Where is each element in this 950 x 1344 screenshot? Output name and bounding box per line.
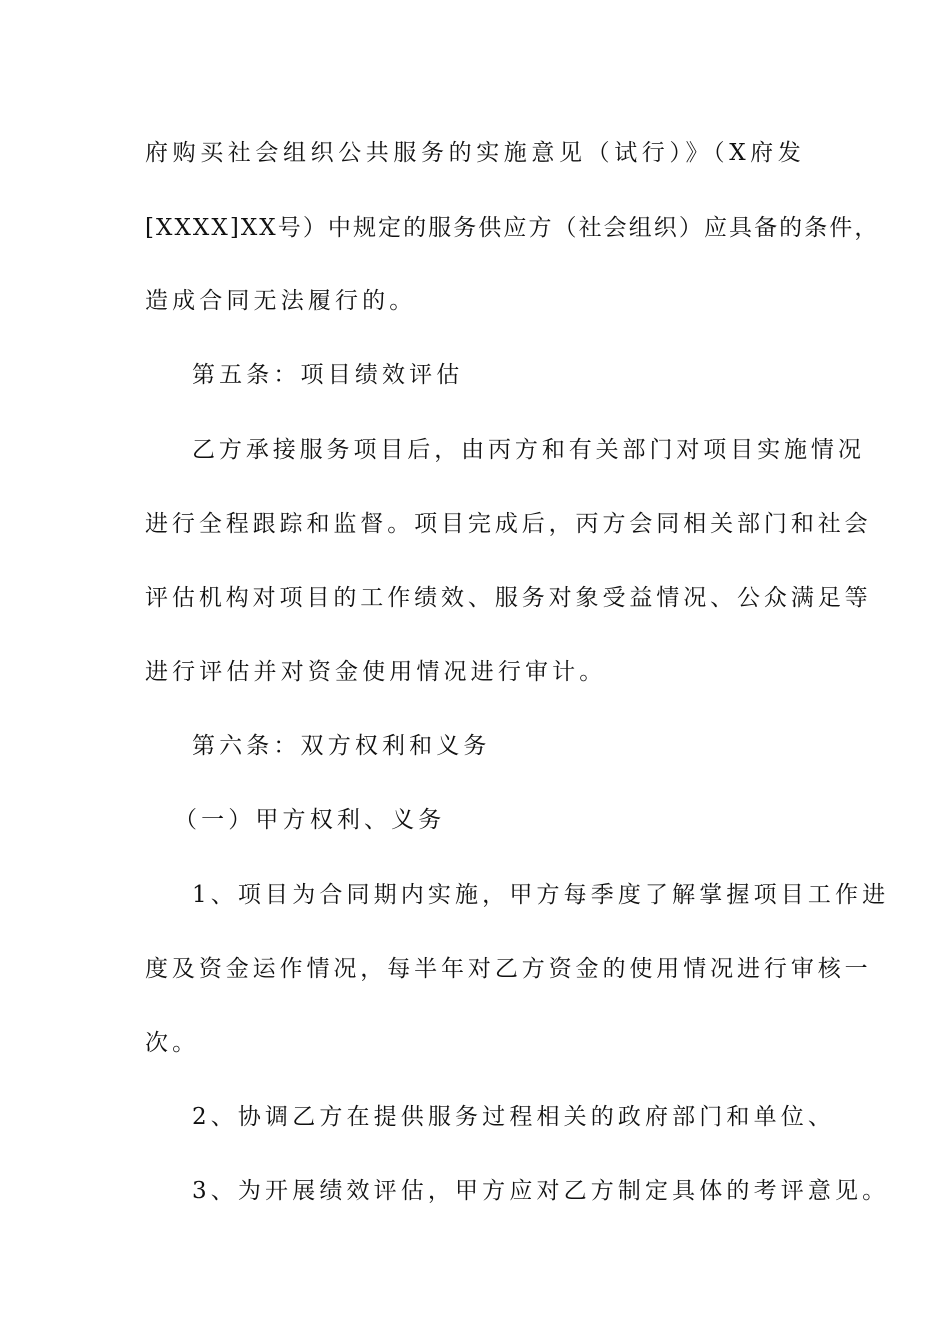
paragraph-line: 评估机构对项目的工作绩效、服务对象受益情况、公众满足等 <box>145 585 872 611</box>
paragraph-line: 3、为开展绩效评估，甲方应对乙方制定具体的考评意见。 <box>192 1178 890 1204</box>
paragraph-line: 2、协调乙方在提供服务过程相关的政府部门和单位、 <box>192 1104 835 1130</box>
paragraph-line: [XXXX]XX号）中规定的服务供应方（社会组织）应具备的条件， <box>145 215 880 241</box>
paragraph-line: 度及资金运作情况，每半年对乙方资金的使用情况进行审核一 <box>145 956 872 982</box>
section-heading: 第六条：双方权利和义务 <box>192 733 491 759</box>
section-heading: 第五条：项目绩效评估 <box>192 362 464 388</box>
paragraph-line: 乙方承接服务项目后，由丙方和有关部门对项目实施情况 <box>192 437 865 463</box>
paragraph-line: 进行评估并对资金使用情况进行审计。 <box>145 659 607 685</box>
paragraph-line: 进行全程跟踪和监督。项目完成后，丙方会同相关部门和社会 <box>145 511 872 537</box>
paragraph-line: 府购买社会组织公共服务的实施意见（试行）》（X府发 <box>145 140 806 166</box>
paragraph-line: 次。 <box>145 1030 200 1056</box>
paragraph-line: 1、项目为合同期内实施，甲方每季度了解掌握项目工作进 <box>192 882 890 908</box>
subsection-heading: （一）甲方权利、义务 <box>174 807 446 833</box>
paragraph-line: 造成合同无法履行的。 <box>145 288 417 314</box>
